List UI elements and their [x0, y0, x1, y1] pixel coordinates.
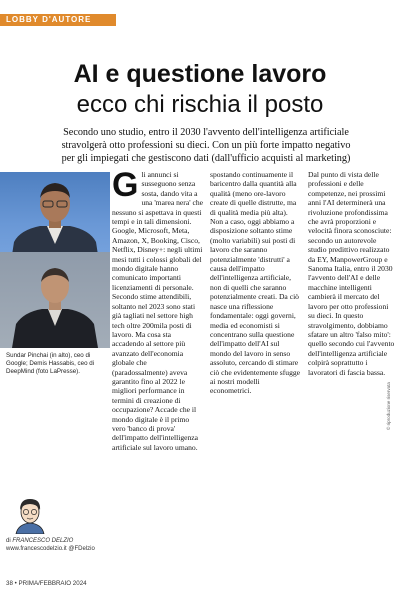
article-deck: Secondo uno studio, entro il 2030 l'avvento dell'intelligenza artificiale stravolgerà otto professioni su dieci. Con un più forte impatto negativo per gli impiegati che gestiscono dati (dall'ufficio acquisti al marketing) [61, 127, 351, 164]
section-label: LOBBY D'AUTORE [6, 15, 92, 24]
article-column-2-text: spostando continuamente il baricentro dalla quantità alla qualità (meno ore-lavoro create di quelle distrutte, ma di qualità media più alta). Non a caso, oggi abbiamo a disposizione soltanto stime (molto variabili) sui posti di lavoro che saranno potenzialmente 'distrutti' a causa dell'impatto dell'intelligenza artificiale, non di quelli che saranno potenzialmente creati. Da ciò nasce una riflessione fondamentale: oggi governi, media ed economisti si concentrano sulla questione dell'impatto dell'AI sul mondo del lavoro in senso assoluto, cercando di stimare ciò che evidentemente sfugge ai nostri modelli econometrici. [210, 170, 301, 396]
article-dropcap: G [112, 170, 139, 204]
article-column-1 [112, 170, 204, 580]
article-column-3 [308, 170, 396, 580]
article-column-2 [210, 170, 302, 580]
author-contact: www.francescodelzio.it @FDelzio [6, 546, 95, 552]
photo-caption: Sundar Pinchai (in alto), ceo di Google; Demis Hassabis, ceo di DeepMind (foto LaPresse). [6, 352, 95, 375]
author-name: FRANCESCO DELZIO [12, 538, 74, 544]
author-portrait [10, 496, 50, 534]
author-sketch-icon [10, 496, 50, 534]
article-column-1-text: li annunci si susseguono senza sosta, dando vita a una 'marea nera' che nessuno si aspettava in questi tempi e in tali dimensioni. Google, Microsoft, Meta, Amazon, X, Booking, Cisco, Netflix, Disney+: negli ultimi mesi tutti i colossi globali del mondo digitale hanno comunicato importanti licenziamenti di personale. Secondo stime attendibili, soltanto nel 2023 sono stati già tagliati nel settore high tech oltre 200mila posti di lavoro. Ma cosa sta accadendo al settore più avanzato dell'economia globale che (paradossalmente) aveva garantito fino al 2022 le migliori performance in termini di creazione di occupazione? Accade che il mondo digitale è il primo vero 'banco di prova' dell'impatto dell'intelligenza artificiale sul lavoro umano. [112, 170, 204, 452]
copyright-note: © riproduzione riservata [386, 382, 391, 430]
page-footer: 38 • PRIMA/FEBBRAIO 2024 [6, 580, 87, 587]
author-info [6, 537, 110, 553]
article-column-3-text: Dal punto di vista delle professioni e delle competenze, nei prossimi anni l'AI determinerà una rivoluzione profondissima che avrà proporzioni e velocità finora sconosciute: secondo un autorevole studio predittivo realizzato da EY, ManpowerGroup e Sanoma Italia, entro il 2030 l'avvento dell'AI e delle macchine intelligenti cambierà il mercato del lavoro per otto professioni su dieci. In questo stravolgimento, dobbiamo sfatare un altro 'falso mito': quello secondo cui l'avvento dell'intelligenza artificiale colpirà soprattutto i lavoratori di fascia bassa. [308, 170, 395, 377]
headline-line-2: ecco chi rischia il posto [76, 91, 324, 118]
person-photo-icon [0, 252, 110, 348]
headline-line-1: AI e questione lavoro [73, 60, 327, 88]
author-byline-prefix: di [6, 538, 11, 544]
author-byline [6, 537, 110, 545]
photo-demis-hassabis [0, 252, 110, 348]
